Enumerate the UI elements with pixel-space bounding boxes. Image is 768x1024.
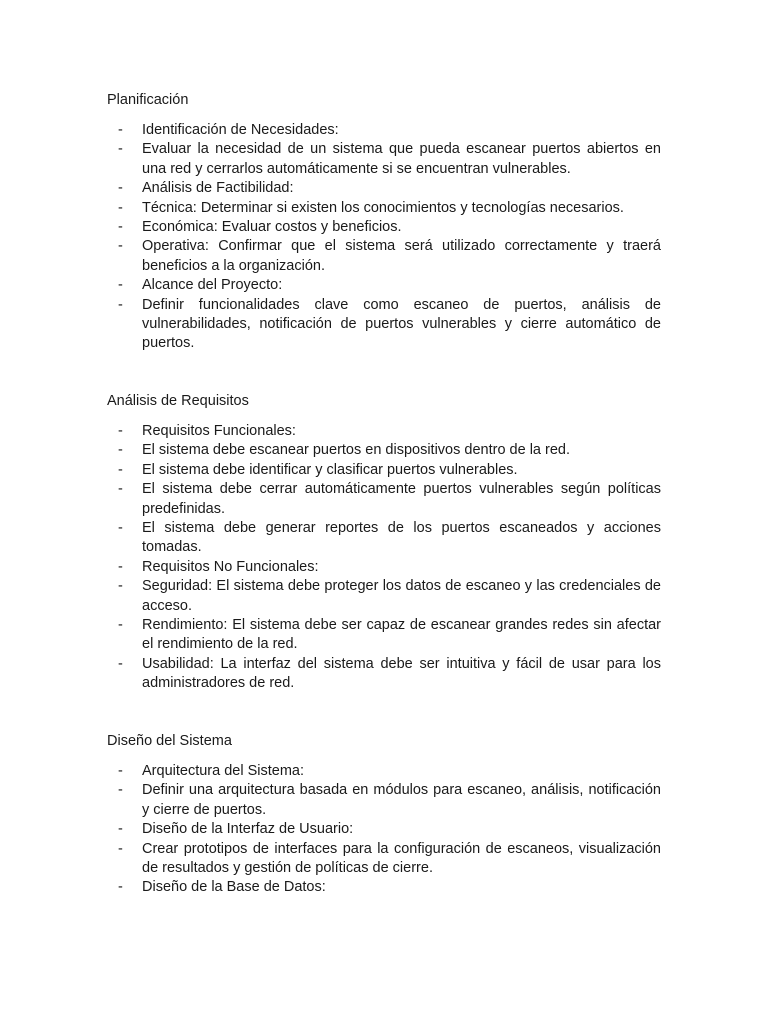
bullet-dash: - — [118, 277, 123, 294]
bullet-dash: - — [118, 296, 123, 313]
bullet-dash: - — [118, 238, 123, 255]
list-item: - Requisitos Funcionales: — [107, 422, 661, 441]
bullet-dash: - — [118, 879, 123, 896]
list-item: - Definir funcionalidades clave como escaneo de puertos, análisis de vulnerabilidades, notificación de puertos vulnerables y cierre automático de puertos. — [118, 296, 661, 352]
list-item: - Operativa: Confirmar que el sistema será utilizado correctamente y traerá beneficios a la organización. — [118, 238, 661, 274]
list-item: - Diseño de la Base de Datos: — [107, 878, 661, 897]
list-item: - Diseño de la Interfaz de Usuario: — [107, 820, 661, 839]
bullet-dash: - — [118, 520, 123, 537]
bullet-list — [107, 422, 661, 694]
list-item: - Definir una arquitectura basada en módulos para escaneo, análisis, notificación y cierre de puertos. — [118, 782, 661, 818]
list-item: - Arquitectura del Sistema: — [107, 762, 661, 781]
list-item: - Análisis de Factibilidad: — [107, 179, 661, 198]
list-item: - Usabilidad: La interfaz del sistema debe ser intuitiva y fácil de usar para los administradores de red. — [118, 655, 661, 692]
list-item: - Requisitos No Funcionales: — [107, 558, 661, 577]
bullet-list — [107, 121, 661, 354]
list-item: - El sistema debe generar reportes de los puertos escaneados y acciones tomadas. — [118, 520, 661, 556]
bullet-dash: - — [118, 558, 123, 575]
bullet-dash: - — [118, 461, 123, 478]
bullet-dash: - — [118, 442, 123, 459]
list-item: - Identificación de Necesidades: — [107, 121, 661, 140]
list-item: - Seguridad: El sistema debe proteger los datos de escaneo y las credenciales de acceso. — [118, 578, 661, 614]
bullet-dash: - — [118, 141, 123, 158]
section-planificacion — [107, 91, 661, 354]
bullet-dash: - — [118, 219, 123, 236]
bullet-dash: - — [118, 782, 123, 799]
list-item: - El sistema debe identificar y clasificar puertos vulnerables. — [107, 461, 661, 480]
list-item: - Rendimiento: El sistema debe ser capaz de escanear grandes redes sin afectar el rendimiento de la red. — [118, 617, 661, 653]
list-item: - Alcance del Proyecto: — [107, 276, 661, 295]
bullet-dash: - — [118, 655, 123, 672]
bullet-list — [107, 762, 661, 898]
bullet-dash: - — [118, 763, 123, 779]
bullet-dash: - — [118, 617, 123, 634]
section-heading: Planificación — [107, 92, 189, 108]
section-heading: Análisis de Requisitos — [107, 393, 249, 409]
list-item: - El sistema debe escanear puertos en dispositivos dentro de la red. — [107, 441, 661, 460]
bullet-dash: - — [118, 578, 123, 595]
bullet-dash: - — [118, 180, 123, 197]
bullet-dash: - — [118, 821, 123, 838]
list-item: - El sistema debe cerrar automáticamente puertos vulnerables según políticas predefinidas. — [118, 481, 661, 517]
bullet-dash: - — [118, 423, 123, 439]
bullet-dash: - — [118, 122, 123, 138]
bullet-dash: - — [118, 840, 123, 857]
list-item: - Económica: Evaluar costos y beneficios. — [107, 218, 661, 237]
list-item: - Crear prototipos de interfaces para la configuración de escaneos, visualización de resultados y gestión de políticas de cierre. — [118, 840, 661, 877]
section-heading: Diseño del Sistema — [107, 733, 232, 749]
list-item: - Técnica: Determinar si existen los conocimientos y tecnologías necesarios. — [107, 199, 661, 218]
section-analisis-requisitos — [107, 392, 661, 694]
bullet-dash: - — [118, 199, 123, 216]
bullet-dash: - — [118, 481, 123, 498]
list-item: - Evaluar la necesidad de un sistema que pueda escanear puertos abiertos en una red y cerrarlos automáticamente si se encuentran vulnerables. — [118, 141, 661, 177]
section-diseno-sistema — [107, 732, 661, 898]
